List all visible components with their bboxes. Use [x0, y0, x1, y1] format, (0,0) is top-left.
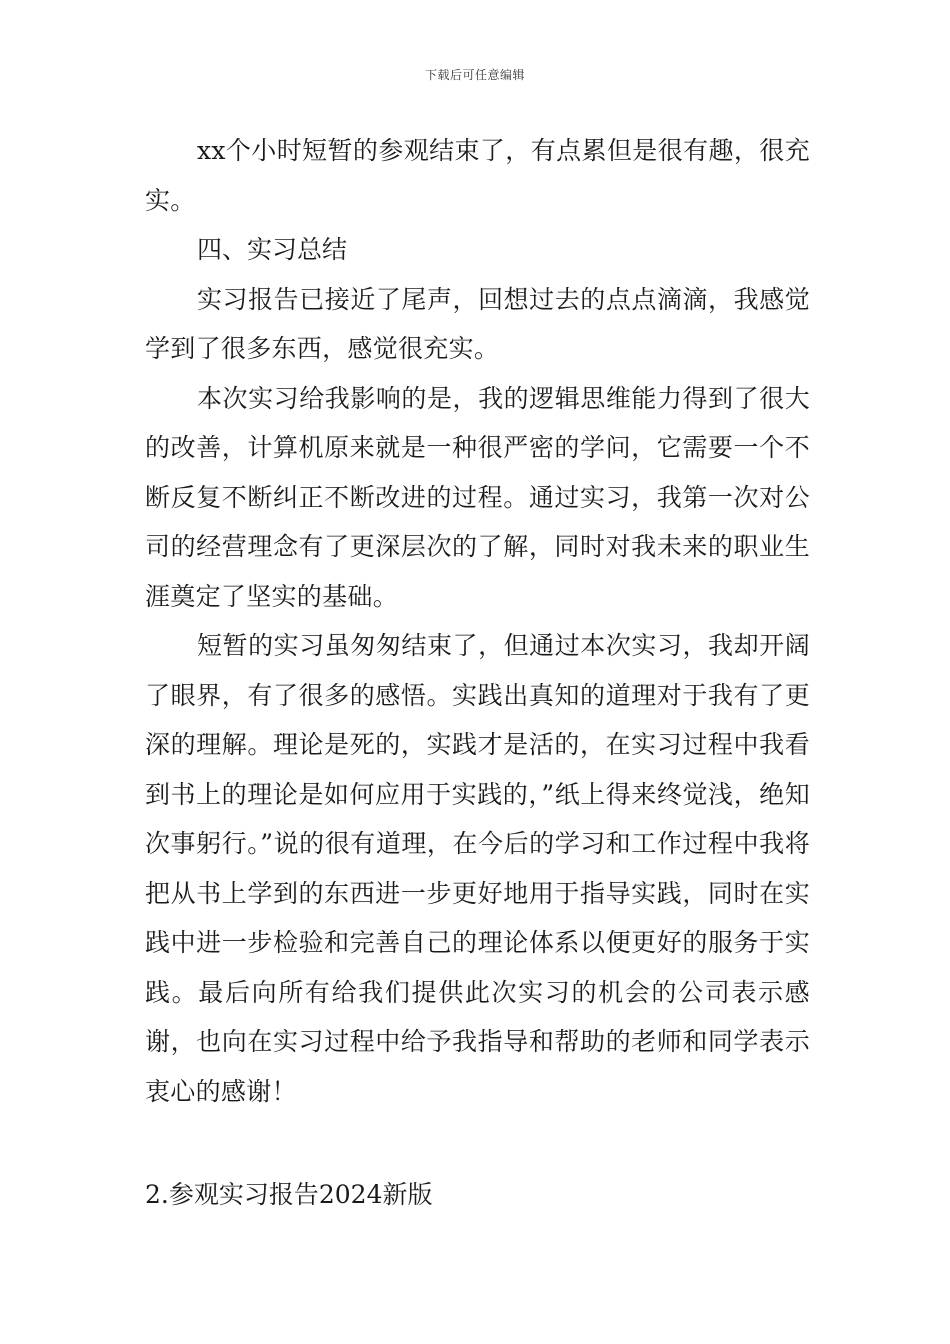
- section-title: 2.参观实习报告2024新版: [145, 1180, 433, 1209]
- paragraph-report-ending: 实习报告已接近了尾声，回想过去的点点滴滴，我感觉学到了很多东西，感觉很充实。: [145, 284, 810, 363]
- paragraph-visit-end: xx个小时短暂的参观结束了，有点累但是很有趣，很充实。: [145, 136, 810, 215]
- header-note: 下载后可任意编辑: [424, 68, 525, 82]
- paragraph-reflections-thanks: 短暂的实习虽匆匆结束了，但通过本次实习，我却开阔了眼界，有了很多的感悟。实践出真知的道理对于我有了更深的理解。理论是死的，实践才是活的，在实习过程中我看到书上的理论是如何应用于实践的，”纸上得来终觉浅，绝知次事躬行。”说的很有道理，在今后的学习和工作过程中我将把从书上学到的东西进一步更好地用于指导实践，同时在实践中进一步检验和完善自己的理论体系以便更好的服务于实践。最后向所有给我们提供此次实习的机会的公司表示感谢，也向在实习过程中给予我指导和帮助的老师和同学表示衷心的感谢！: [145, 631, 810, 1106]
- paragraph-logic-improvement: 本次实习给我影响的是，我的逻辑思维能力得到了很大的改善，计算机原来就是一种很严密的学问，它需要一个不断反复不断纠正不断改进的过程。通过实习，我第一次对公司的经营理念有了更深层次的了解，同时对我未来的职业生涯奠定了坚实的基础。: [145, 383, 810, 611]
- body-text: [145, 126, 810, 1116]
- heading-internship-summary: 四、实习总结: [197, 235, 348, 264]
